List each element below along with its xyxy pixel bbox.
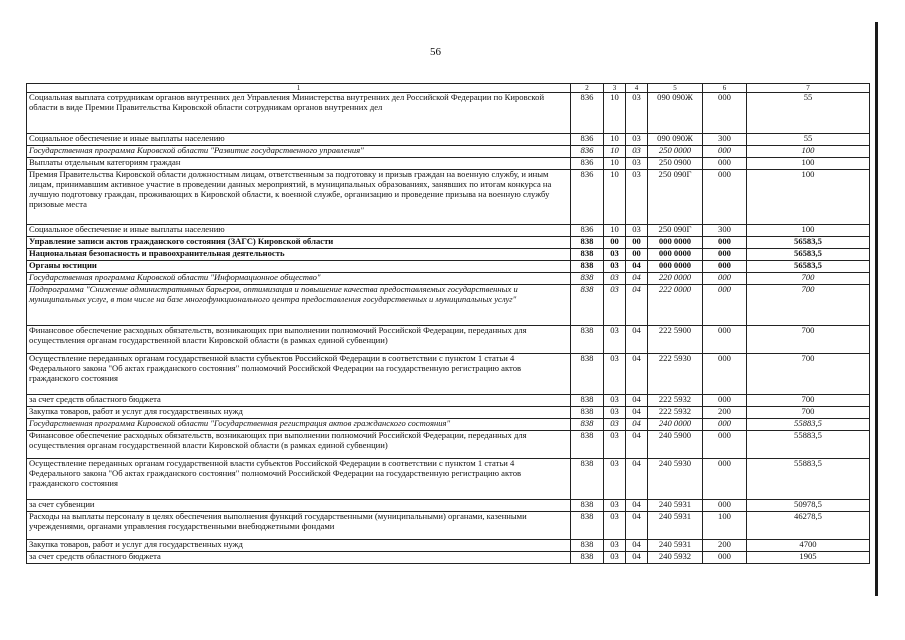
ministry-code-cell: 838: [571, 540, 604, 552]
amount-cell: 56583,5: [747, 261, 870, 273]
amount-cell: 700: [747, 407, 870, 419]
amount-cell: 100: [747, 170, 870, 225]
target-article-cell: 240 5932: [648, 552, 703, 564]
header-cell: 1: [27, 84, 571, 93]
section-code-cell: 03: [604, 285, 626, 326]
target-article-cell: 000 0000: [648, 261, 703, 273]
expense-type-cell: 000: [703, 326, 747, 354]
target-article-cell: 250 090Г: [648, 170, 703, 225]
page-number: 56: [430, 46, 441, 58]
row-name-cell: Закупка товаров, работ и услуг для государственных нужд: [27, 540, 571, 552]
expense-type-cell: 000: [703, 261, 747, 273]
amount-cell: 55883,5: [747, 419, 870, 431]
expense-type-cell: 000: [703, 249, 747, 261]
table-row: [27, 459, 870, 500]
subsection-code-cell: 04: [626, 540, 648, 552]
section-code-cell: 00: [604, 237, 626, 249]
header-cell: 2: [571, 84, 604, 93]
header-cell: 3: [604, 84, 626, 93]
section-code-cell: 03: [604, 354, 626, 395]
ministry-code-cell: 838: [571, 407, 604, 419]
row-name-cell: за счет средств областного бюджета: [27, 552, 571, 564]
subsection-code-cell: 03: [626, 93, 648, 134]
table-row: [27, 326, 870, 354]
expense-type-cell: 100: [703, 512, 747, 540]
target-article-cell: 240 5931: [648, 512, 703, 540]
row-name-cell: Выплаты отдельным категориям граждан: [27, 158, 571, 170]
ministry-code-cell: 836: [571, 134, 604, 146]
amount-cell: 100: [747, 158, 870, 170]
row-name-cell: за счет средств областного бюджета: [27, 395, 571, 407]
table-row: [27, 273, 870, 285]
expense-type-cell: 000: [703, 158, 747, 170]
row-name-cell: Подпрограмма "Снижение административных барьеров, оптимизация и повышение качества предоставляемых государственных и муниципальных услуг, в том числе на базе многофункционального центра предоставления государственных и муниципальных услуг": [27, 285, 571, 326]
section-code-cell: 03: [604, 500, 626, 512]
subsection-code-cell: 03: [626, 134, 648, 146]
table-row: [27, 540, 870, 552]
target-article-cell: 000 0000: [648, 249, 703, 261]
row-name-cell: Социальное обеспечение и иные выплаты населению: [27, 225, 571, 237]
amount-cell: 700: [747, 395, 870, 407]
row-name-cell: Премия Правительства Кировской области должностным лицам, ответственным за подготовку и призыв граждан на военную службу, и иным лицам, принимавшим активное участие в проведении данных мероприятий, в муниципальных образованиях, занявших по итогам конкурса на лучшую подготовку граждан, проживающих в Кировской области, к военной службе, организацию и проведение призыва на военную службу призовые места: [27, 170, 571, 225]
subsection-code-cell: 04: [626, 273, 648, 285]
header-cell: 6: [703, 84, 747, 93]
subsection-code-cell: 04: [626, 500, 648, 512]
section-code-cell: 03: [604, 431, 626, 459]
amount-cell: 55: [747, 134, 870, 146]
subsection-code-cell: 04: [626, 326, 648, 354]
section-code-cell: 03: [604, 273, 626, 285]
row-name-cell: Осуществление переданных органам государственной власти субъектов Российской Федерации в соответствии с пунктом 1 статьи 4 Федерального закона "Об актах гражданского состояния" полномочий Российской Федерации на государственную регистрацию актов гражданского состояния: [27, 354, 571, 395]
table-row: [27, 407, 870, 419]
expense-type-cell: 000: [703, 146, 747, 158]
table-row: [27, 158, 870, 170]
target-article-cell: 240 0000: [648, 419, 703, 431]
amount-cell: 4700: [747, 540, 870, 552]
expense-type-cell: 000: [703, 237, 747, 249]
target-article-cell: 222 5932: [648, 407, 703, 419]
ministry-code-cell: 838: [571, 395, 604, 407]
expense-type-cell: 000: [703, 170, 747, 225]
subsection-code-cell: 04: [626, 285, 648, 326]
expense-type-cell: 000: [703, 500, 747, 512]
table-row: [27, 285, 870, 326]
table-row: [27, 93, 870, 134]
amount-cell: 700: [747, 326, 870, 354]
table-row: [27, 146, 870, 158]
ministry-code-cell: 838: [571, 237, 604, 249]
target-article-cell: 250 0900: [648, 158, 703, 170]
subsection-code-cell: 04: [626, 459, 648, 500]
amount-cell: 100: [747, 225, 870, 237]
section-code-cell: 03: [604, 512, 626, 540]
section-code-cell: 10: [604, 158, 626, 170]
table-row: [27, 354, 870, 395]
expense-type-cell: 300: [703, 134, 747, 146]
row-name-cell: Расходы на выплаты персоналу в целях обеспечения выполнения функций государственными (муниципальными) органами, казенными учреждениями, органами управления государственными внебюджетными фондами: [27, 512, 571, 540]
subsection-code-cell: 03: [626, 170, 648, 225]
table-row: [27, 237, 870, 249]
section-code-cell: 10: [604, 225, 626, 237]
row-name-cell: Государственная программа Кировской области "Информационное общество": [27, 273, 571, 285]
section-code-cell: 03: [604, 419, 626, 431]
expense-type-cell: 000: [703, 459, 747, 500]
table-row: [27, 225, 870, 237]
expense-type-cell: 000: [703, 285, 747, 326]
expense-type-cell: 000: [703, 273, 747, 285]
ministry-code-cell: 838: [571, 431, 604, 459]
target-article-cell: 000 0000: [648, 237, 703, 249]
table-row: [27, 170, 870, 225]
section-code-cell: 03: [604, 459, 626, 500]
amount-cell: 46278,5: [747, 512, 870, 540]
table-row: [27, 134, 870, 146]
table-row: [27, 431, 870, 459]
subsection-code-cell: 04: [626, 261, 648, 273]
row-name-cell: Управление записи актов гражданского состояния (ЗАГС) Кировской области: [27, 237, 571, 249]
ministry-code-cell: 838: [571, 500, 604, 512]
target-article-cell: 222 0000: [648, 285, 703, 326]
amount-cell: 700: [747, 285, 870, 326]
target-article-cell: 250 090Г: [648, 225, 703, 237]
table-row: [27, 395, 870, 407]
subsection-code-cell: 04: [626, 407, 648, 419]
subsection-code-cell: 04: [626, 431, 648, 459]
ministry-code-cell: 838: [571, 273, 604, 285]
table-row: [27, 500, 870, 512]
margin-line: [875, 22, 878, 596]
amount-cell: 1905: [747, 552, 870, 564]
section-code-cell: 10: [604, 170, 626, 225]
table-row: [27, 552, 870, 564]
expense-type-cell: 000: [703, 552, 747, 564]
subsection-code-cell: 03: [626, 146, 648, 158]
row-name-cell: Осуществление переданных органам государственной власти субъектов Российской Федерации в соответствии с пунктом 1 статьи 4 Федерального закона "Об актах гражданского состояния" полномочий Российской Федерации на государственную регистрацию актов гражданского состояния: [27, 459, 571, 500]
subsection-code-cell: 04: [626, 354, 648, 395]
section-code-cell: 03: [604, 552, 626, 564]
table-header-row: [27, 84, 870, 93]
subsection-code-cell: 00: [626, 237, 648, 249]
target-article-cell: 222 5900: [648, 326, 703, 354]
target-article-cell: 222 5932: [648, 395, 703, 407]
subsection-code-cell: 00: [626, 249, 648, 261]
target-article-cell: 090 090Ж: [648, 134, 703, 146]
target-article-cell: 240 5930: [648, 459, 703, 500]
section-code-cell: 03: [604, 395, 626, 407]
ministry-code-cell: 838: [571, 419, 604, 431]
ministry-code-cell: 836: [571, 170, 604, 225]
table-row: [27, 249, 870, 261]
ministry-code-cell: 836: [571, 93, 604, 134]
section-code-cell: 03: [604, 407, 626, 419]
row-name-cell: Финансовое обеспечение расходных обязательств, возникающих при выполнении полномочий Российской Федерации, переданных для осуществления органам государственной власти Кировской области (в рамках единой субвенции): [27, 431, 571, 459]
table-row: [27, 419, 870, 431]
section-code-cell: 03: [604, 261, 626, 273]
header-cell: 4: [626, 84, 648, 93]
row-name-cell: за счет субвенции: [27, 500, 571, 512]
amount-cell: 100: [747, 146, 870, 158]
ministry-code-cell: 838: [571, 512, 604, 540]
row-name-cell: Финансовое обеспечение расходных обязательств, возникающих при выполнении полномочий Российской Федерации, переданных для осуществления органам государственной власти Кировской области (в рамках единой субвенции): [27, 326, 571, 354]
ministry-code-cell: 838: [571, 354, 604, 395]
target-article-cell: 240 5931: [648, 540, 703, 552]
header-cell: 5: [648, 84, 703, 93]
subsection-code-cell: 03: [626, 225, 648, 237]
expense-type-cell: 000: [703, 431, 747, 459]
budget-table: [26, 83, 870, 564]
ministry-code-cell: 836: [571, 146, 604, 158]
amount-cell: 56583,5: [747, 237, 870, 249]
amount-cell: 56583,5: [747, 249, 870, 261]
section-code-cell: 10: [604, 134, 626, 146]
expense-type-cell: 200: [703, 407, 747, 419]
ministry-code-cell: 838: [571, 459, 604, 500]
table-row: [27, 512, 870, 540]
subsection-code-cell: 03: [626, 158, 648, 170]
target-article-cell: 220 0000: [648, 273, 703, 285]
row-name-cell: Государственная программа Кировской области "Государственная регистрация актов гражданского состояния": [27, 419, 571, 431]
expense-type-cell: 000: [703, 93, 747, 134]
section-code-cell: 10: [604, 93, 626, 134]
section-code-cell: 03: [604, 249, 626, 261]
expense-type-cell: 200: [703, 540, 747, 552]
amount-cell: 55883,5: [747, 431, 870, 459]
section-code-cell: 03: [604, 540, 626, 552]
expense-type-cell: 000: [703, 354, 747, 395]
amount-cell: 55883,5: [747, 459, 870, 500]
ministry-code-cell: 838: [571, 249, 604, 261]
ministry-code-cell: 836: [571, 225, 604, 237]
section-code-cell: 10: [604, 146, 626, 158]
row-name-cell: Закупка товаров, работ и услуг для государственных нужд: [27, 407, 571, 419]
target-article-cell: 090 090Ж: [648, 93, 703, 134]
table-row: [27, 261, 870, 273]
target-article-cell: 222 5930: [648, 354, 703, 395]
row-name-cell: Социальная выплата сотрудникам органов внутренних дел Управления Министерства внутренних дел Российской Федерации по Кировской области в виде Премии Правительства Кировской области сотрудникам органов внутренних дел: [27, 93, 571, 134]
ministry-code-cell: 838: [571, 261, 604, 273]
target-article-cell: 240 5900: [648, 431, 703, 459]
subsection-code-cell: 04: [626, 395, 648, 407]
expense-type-cell: 300: [703, 225, 747, 237]
row-name-cell: Социальное обеспечение и иные выплаты населению: [27, 134, 571, 146]
subsection-code-cell: 04: [626, 512, 648, 540]
amount-cell: 700: [747, 273, 870, 285]
amount-cell: 700: [747, 354, 870, 395]
subsection-code-cell: 04: [626, 552, 648, 564]
ministry-code-cell: 838: [571, 326, 604, 354]
subsection-code-cell: 04: [626, 419, 648, 431]
ministry-code-cell: 838: [571, 285, 604, 326]
amount-cell: 50978,5: [747, 500, 870, 512]
target-article-cell: 250 0000: [648, 146, 703, 158]
target-article-cell: 240 5931: [648, 500, 703, 512]
ministry-code-cell: 836: [571, 158, 604, 170]
row-name-cell: Органы юстиции: [27, 261, 571, 273]
ministry-code-cell: 838: [571, 552, 604, 564]
expense-type-cell: 000: [703, 395, 747, 407]
section-code-cell: 03: [604, 326, 626, 354]
expense-type-cell: 000: [703, 419, 747, 431]
amount-cell: 55: [747, 93, 870, 134]
header-cell: 7: [747, 84, 870, 93]
row-name-cell: Государственная программа Кировской области "Развитие государственного управления": [27, 146, 571, 158]
row-name-cell: Национальная безопасность и правоохранительная деятельность: [27, 249, 571, 261]
